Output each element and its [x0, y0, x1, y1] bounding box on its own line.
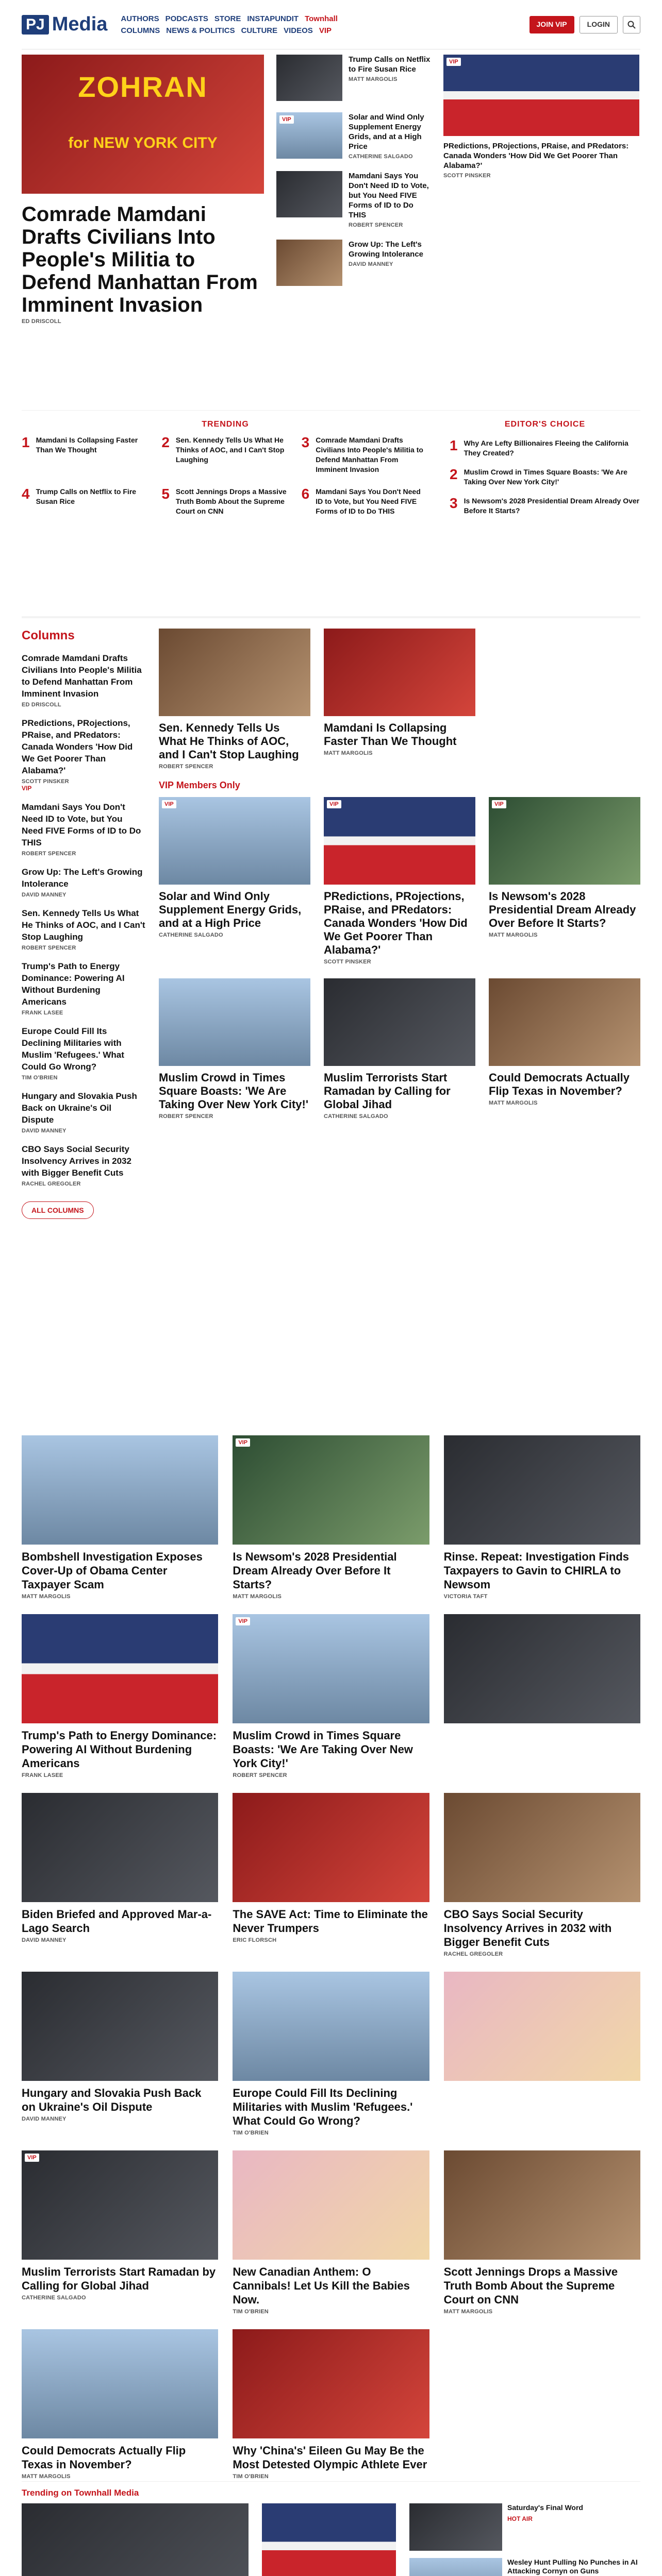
mini-author[interactable]: ROBERT SPENCER	[349, 222, 403, 228]
news-card-image[interactable]	[233, 1793, 429, 1902]
trending-section	[22, 410, 640, 616]
column-title[interactable]: Mamdani Says You Don't Need ID to Vote, but You Need FIVE Forms of ID to Do THIS	[22, 802, 141, 848]
trending-item[interactable]	[302, 487, 429, 516]
news-card-image[interactable]	[22, 1972, 218, 2081]
mini-title[interactable]: Mamdani Says You Don't Need ID to Vote, but You Need FIVE Forms of ID to Do THIS	[349, 172, 429, 219]
news-card[interactable]	[444, 2150, 640, 2315]
column-card-image[interactable]	[489, 978, 640, 1066]
news-card-title[interactable]: New Canadian Anthem: O Cannibals! Let Us Kill the Babies Now.	[233, 2265, 410, 2306]
news-card-title[interactable]: Trump's Path to Energy Dominance: Powering AI Without Burdening Americans	[22, 1729, 217, 1770]
column-item[interactable]	[22, 1090, 145, 1134]
news-card[interactable]	[233, 2329, 429, 2480]
nav-podcasts[interactable]: PODCASTS	[165, 14, 208, 23]
editors-item[interactable]	[450, 438, 640, 458]
nav-instapundit[interactable]: INSTAPUNDIT	[247, 14, 299, 23]
hero-story[interactable]	[22, 55, 264, 410]
news-card[interactable]	[444, 1435, 640, 1600]
news-card-image[interactable]	[444, 1435, 640, 1545]
column-card[interactable]	[159, 629, 310, 770]
news-card-image[interactable]	[22, 1435, 218, 1545]
news-card-image[interactable]	[22, 1793, 218, 1902]
column-card-author[interactable]: CATHERINE SALGADO	[324, 1113, 388, 1120]
trending-title[interactable]: Sen. Kennedy Tells Us What He Thinks of AOC, and I Can't Stop Laughing	[175, 436, 285, 464]
editors-title[interactable]: Muslim Crowd in Times Square Boasts: 'We Are Taking Over New York City!'	[464, 468, 627, 486]
news-grid	[22, 1430, 640, 2481]
editors-choice	[450, 420, 640, 616]
columns-heading: Columns	[22, 629, 75, 642]
trending-title[interactable]: Trump Calls on Netflix to Fire Susan Rice	[36, 487, 137, 505]
column-title[interactable]: Trump's Path to Energy Dominance: Powering AI Without Burdening Americans	[22, 961, 125, 1007]
news-card-author[interactable]: VICTORIA TAFT	[443, 1594, 488, 1600]
news-card-image[interactable]	[233, 2329, 429, 2438]
news-card-image[interactable]	[444, 1614, 640, 1723]
vip-card-title[interactable]: PRedictions, PRojections, PRaise, and PRedators: Canada Wonders 'How Did We Get Poorer Than Alabama?'	[324, 890, 468, 956]
editors-item[interactable]	[450, 467, 640, 487]
news-card-author[interactable]: DAVID MANNEY	[22, 2116, 67, 2122]
news-card-author[interactable]: TIM O'BRIEN	[233, 2473, 269, 2480]
trending-number: 6	[301, 486, 310, 502]
news-card[interactable]	[444, 1972, 640, 2136]
column-title[interactable]: PRedictions, PRojections, PRaise, and PRedators: Canada Wonders 'How Did We Get Poorer Than Alabama?'	[22, 718, 133, 775]
column-card-title[interactable]: Sen. Kennedy Tells Us What He Thinks of AOC, and I Can't Stop Laughing	[159, 721, 299, 761]
trending-number: 4	[22, 486, 30, 502]
vip-badge: VIP	[236, 1617, 250, 1625]
trending-number: 2	[161, 434, 170, 450]
nav-culture[interactable]: CULTURE	[241, 26, 278, 35]
vip-card[interactable]	[159, 797, 310, 965]
vip-members-heading: VIP Members Only	[159, 780, 240, 790]
trending-item[interactable]	[302, 435, 429, 474]
editors-number: 2	[450, 466, 458, 482]
news-card-author[interactable]: ROBERT SPENCER	[233, 1772, 287, 1778]
nav-videos[interactable]: VIDEOS	[284, 26, 313, 35]
news-card-author[interactable]: MATT MARGOLIS	[22, 1594, 71, 1600]
townhall-mid-image[interactable]	[262, 2503, 396, 2576]
mini-story[interactable]	[276, 55, 431, 101]
nav-townhall[interactable]: Townhall	[305, 14, 338, 23]
column-item[interactable]	[22, 717, 145, 792]
news-card-author[interactable]: CATHERINE SALGADO	[22, 2295, 86, 2301]
news-card[interactable]	[444, 1793, 640, 1957]
news-card-title[interactable]: Europe Could Fill Its Declining Militaries with Muslim 'Refugees.' What Could Go Wrong?	[233, 2087, 413, 2127]
vip-label: VIP	[22, 785, 32, 792]
editors-title[interactable]: Is Newsom's 2028 Presidential Dream Already Over Before It Starts?	[464, 497, 640, 515]
news-card[interactable]	[22, 1614, 218, 1778]
column-author[interactable]: SCOTT PINSKER	[22, 778, 69, 785]
column-card[interactable]	[159, 978, 310, 1120]
news-card[interactable]	[233, 1435, 429, 1600]
news-card-image[interactable]	[233, 1972, 429, 2081]
hero-title[interactable]: Comrade Mamdani Drafts Civilians Into People's Militia to Defend Manhattan From Imminent Invasion	[22, 203, 258, 316]
column-title[interactable]: Sen. Kennedy Tells Us What He Thinks of AOC, and I Can't Stop Laughing	[22, 908, 145, 942]
news-card-author[interactable]: FRANK LASEE	[22, 1772, 63, 1778]
trending-title[interactable]: Scott Jennings Drops a Massive Truth Bomb About the Supreme Court on CNN	[175, 487, 287, 515]
trending-number: 1	[22, 434, 30, 450]
news-card-title[interactable]: The SAVE Act: Time to Eliminate the Never Trumpers	[233, 1908, 428, 1935]
news-card-author[interactable]: DAVID MANNEY	[22, 1937, 67, 1943]
townhall-side-item[interactable]	[409, 2503, 640, 2551]
hero-card-title[interactable]: PRedictions, PRojections, PRaise, and PRedators: Canada Wonders 'How Did We Get Poorer Than Alabama?'	[443, 142, 629, 170]
column-author[interactable]: TIM O'BRIEN	[22, 1075, 58, 1081]
hero-mini-list	[276, 55, 431, 410]
column-card-author[interactable]: ROBERT SPENCER	[159, 764, 213, 770]
news-card-title[interactable]: Why 'China's' Eileen Gu May Be the Most Detested Olympic Athlete Ever	[233, 2444, 427, 2471]
news-card-author[interactable]: MATT MARGOLIS	[443, 2309, 493, 2315]
hero-card[interactable]	[443, 55, 639, 410]
search-button[interactable]	[623, 16, 640, 33]
news-card-title[interactable]: Muslim Crowd in Times Square Boasts: 'We Are Taking Over New York City!'	[233, 1729, 413, 1770]
trending-title[interactable]: Comrade Mamdani Drafts Civilians Into People's Militia to Defend Manhattan From Imminent Invasion	[316, 436, 423, 473]
column-item[interactable]	[22, 866, 145, 898]
editors-number: 1	[450, 437, 458, 453]
townhall-side-title[interactable]: Saturday's Final Word	[507, 2503, 583, 2512]
hero-image[interactable]	[22, 55, 264, 194]
trending-heading: TRENDING	[202, 420, 249, 429]
news-card[interactable]	[233, 1793, 429, 1957]
trending-item[interactable]	[22, 435, 149, 474]
column-author[interactable]: ROBERT SPENCER	[22, 851, 76, 857]
news-card-image[interactable]	[444, 1793, 640, 1902]
column-title[interactable]: Comrade Mamdani Drafts Civilians Into People's Militia to Defend Manhattan From Imminent Invasion	[22, 653, 142, 699]
column-card-title[interactable]: Mamdani Is Collapsing Faster Than We Thought	[324, 721, 457, 748]
column-title[interactable]: Hungary and Slovakia Push Back on Ukraine's Oil Dispute	[22, 1091, 137, 1125]
columns-list	[22, 629, 145, 1430]
townhall-side-title[interactable]: Wesley Hunt Pulling No Punches in AI Attacking Cornyn on Guns	[507, 2558, 638, 2575]
vip-badge: VIP	[446, 58, 461, 66]
column-card-author[interactable]: MATT MARGOLIS	[324, 750, 373, 756]
townhall-mid-column	[262, 2503, 396, 2576]
column-card-title[interactable]: Muslim Crowd in Times Square Boasts: 'We Are Taking Over New York City!'	[159, 1071, 309, 1111]
news-card-image[interactable]	[233, 1614, 429, 1723]
townhall-main-story[interactable]	[22, 2503, 249, 2576]
vip-card-author[interactable]: SCOTT PINSKER	[324, 959, 371, 965]
column-card-image[interactable]	[159, 978, 310, 1066]
news-card-title[interactable]: Hungary and Slovakia Push Back on Ukraine's Oil Dispute	[22, 2087, 202, 2113]
column-author[interactable]: RACHEL GREGOLER	[22, 1181, 81, 1187]
hero-section	[22, 49, 640, 410]
column-card-title[interactable]: Could Democrats Actually Flip Texas in November?	[489, 1071, 630, 1097]
all-columns-button[interactable]: ALL COLUMNS	[22, 1201, 94, 1219]
mini-image[interactable]	[276, 112, 342, 159]
news-card-image[interactable]	[444, 1972, 640, 2081]
trending-title[interactable]: Mamdani Says You Don't Need ID to Vote, but You Need FIVE Forms of ID to Do THIS	[316, 487, 421, 515]
nav-store[interactable]: STORE	[214, 14, 241, 23]
news-card[interactable]	[233, 2150, 429, 2315]
news-card-author[interactable]: TIM O'BRIEN	[233, 2309, 269, 2315]
vip-card-title[interactable]: Solar and Wind Only Supplement Energy Grids, and at a High Price	[159, 890, 302, 929]
vip-badge: VIP	[236, 1438, 250, 1447]
news-card-image[interactable]	[444, 2150, 640, 2260]
join-vip-button[interactable]: JOIN VIP	[529, 16, 574, 33]
trending-title[interactable]: Mamdani Is Collapsing Faster Than We Thought	[36, 436, 138, 454]
mini-author[interactable]: MATT MARGOLIS	[349, 76, 398, 82]
hero-image-subtext: for NEW YORK CITY	[68, 134, 218, 151]
news-card-title[interactable]: Could Democrats Actually Flip Texas in November?	[22, 2444, 186, 2471]
hero-card-author[interactable]: SCOTT PINSKER	[443, 173, 491, 179]
nav-columns[interactable]: COLUMNS	[121, 26, 160, 35]
search-icon	[627, 21, 636, 29]
news-card[interactable]	[444, 2329, 640, 2480]
mini-image[interactable]	[276, 171, 342, 217]
townhall-side-item[interactable]	[409, 2558, 640, 2576]
column-item[interactable]	[22, 960, 145, 1016]
logo-mark: PJ	[22, 15, 49, 35]
column-card-author[interactable]: ROBERT SPENCER	[159, 1113, 213, 1120]
trending-number: 5	[161, 486, 170, 502]
column-card-image[interactable]	[324, 629, 475, 716]
vip-badge: VIP	[492, 800, 506, 808]
news-card-author[interactable]: MATT MARGOLIS	[233, 1594, 282, 1600]
nav-vip[interactable]: VIP	[319, 26, 332, 35]
column-author[interactable]: DAVID MANNEY	[22, 892, 67, 898]
news-card[interactable]	[22, 1972, 218, 2136]
editors-number: 3	[450, 495, 458, 511]
mini-story[interactable]	[276, 112, 431, 160]
nav-news-politics[interactable]: NEWS & POLITICS	[166, 26, 235, 35]
mini-story[interactable]	[276, 240, 431, 286]
mini-title[interactable]: Grow Up: The Left's Growing Intolerance	[349, 240, 424, 259]
news-card[interactable]	[22, 1793, 218, 1957]
column-title[interactable]: CBO Says Social Security Insolvency Arrives in 2032 with Bigger Benefit Cuts	[22, 1144, 131, 1178]
hero-author[interactable]: ED DRISCOLL	[22, 318, 61, 325]
news-card-author[interactable]: MATT MARGOLIS	[22, 2473, 71, 2480]
column-card-image[interactable]	[324, 978, 475, 1066]
townhall-mid-story[interactable]	[262, 2503, 396, 2576]
trending-item[interactable]	[22, 487, 149, 516]
column-author[interactable]: ROBERT SPENCER	[22, 945, 76, 951]
site-header	[22, 0, 640, 49]
news-card-author[interactable]: TIM O'BRIEN	[233, 2130, 269, 2136]
hero-image-text: ZOHRAN	[78, 71, 208, 103]
news-card-author[interactable]: RACHEL GREGOLER	[443, 1951, 503, 1957]
column-author[interactable]: FRANK LASEE	[22, 1010, 63, 1016]
townhall-side-list	[409, 2503, 640, 2576]
column-card-author[interactable]: MATT MARGOLIS	[489, 1100, 538, 1106]
news-card[interactable]	[233, 1972, 429, 2136]
trending-item[interactable]	[161, 435, 289, 474]
news-card-image[interactable]	[22, 2329, 218, 2438]
news-card[interactable]	[444, 1614, 640, 1778]
column-item[interactable]	[22, 801, 145, 857]
trending-number: 3	[301, 434, 310, 450]
vip-card-image[interactable]	[489, 797, 640, 885]
news-card-title[interactable]: Bombshell Investigation Exposes Cover-Up of Obama Center Taxpayer Scam	[22, 1550, 203, 1591]
news-card-title[interactable]: Rinse. Repeat: Investigation Finds Taxpayers to Gavin to CHIRLA to Newsom	[443, 1550, 630, 1591]
vip-card-image[interactable]	[159, 797, 310, 885]
mini-title[interactable]: Solar and Wind Only Supplement Energy Grids, and at a High Price	[349, 113, 424, 151]
news-card-title[interactable]: Biden Briefed and Approved Mar-a-Lago Search	[22, 1908, 212, 1935]
editors-heading: EDITOR'S CHOICE	[504, 420, 586, 429]
vip-card-image[interactable]	[324, 797, 475, 885]
column-item[interactable]	[22, 1025, 145, 1081]
column-item[interactable]	[22, 652, 145, 708]
mini-image[interactable]	[276, 55, 342, 101]
hero-card-image[interactable]	[443, 55, 639, 136]
vip-card[interactable]	[324, 797, 475, 965]
vip-badge: VIP	[162, 800, 176, 808]
mini-image[interactable]	[276, 240, 342, 286]
townhall-side-image[interactable]	[409, 2503, 502, 2551]
login-button[interactable]: LOGIN	[580, 16, 618, 33]
townhall-side-image[interactable]	[409, 2558, 502, 2576]
news-card[interactable]	[22, 2329, 218, 2480]
column-author[interactable]: DAVID MANNEY	[22, 1128, 67, 1134]
mini-author[interactable]: CATHERINE SALGADO	[349, 154, 413, 160]
news-card-title[interactable]: Muslim Terrorists Start Ramadan by Calling for Global Jihad	[22, 2265, 216, 2292]
vip-card-author[interactable]: MATT MARGOLIS	[489, 932, 538, 938]
news-card-image[interactable]	[233, 1435, 429, 1545]
editors-title[interactable]: Why Are Lefty Billionaires Fleeing the California They Created?	[464, 439, 628, 457]
news-card-image[interactable]	[233, 2150, 429, 2260]
townhall-main-image[interactable]	[22, 2503, 249, 2576]
column-title[interactable]: Europe Could Fill Its Declining Militaries with Muslim 'Refugees.' What Could Go Wrong?	[22, 1026, 124, 1072]
news-card-image[interactable]	[22, 1614, 218, 1723]
main-nav	[121, 14, 338, 35]
vip-badge: VIP	[327, 800, 341, 808]
trending-item[interactable]	[161, 487, 289, 516]
columns-grid	[159, 629, 640, 1430]
vip-card[interactable]	[489, 797, 640, 965]
logo-word: Media	[52, 13, 108, 35]
column-item[interactable]	[22, 1143, 145, 1187]
column-card[interactable]	[324, 629, 475, 770]
news-card[interactable]	[233, 1614, 429, 1778]
vip-card-author[interactable]: CATHERINE SALGADO	[159, 932, 223, 938]
column-card[interactable]	[489, 978, 640, 1120]
column-card-title[interactable]: Muslim Terrorists Start Ramadan by Calling for Global Jihad	[324, 1071, 451, 1111]
vip-card-title[interactable]: Is Newsom's 2028 Presidential Dream Already Over Before It Starts?	[489, 890, 636, 929]
mini-author[interactable]: DAVID MANNEY	[349, 261, 393, 267]
news-card-title[interactable]: Scott Jennings Drops a Massive Truth Bomb About the Supreme Court on CNN	[443, 2265, 618, 2306]
news-card-author[interactable]: ERIC FLORSCH	[233, 1937, 277, 1943]
vip-badge: VIP	[279, 115, 294, 124]
news-card[interactable]	[22, 1435, 218, 1600]
column-author[interactable]: ED DRISCOLL	[22, 702, 61, 708]
editors-item[interactable]	[450, 496, 640, 516]
townhall-section	[22, 2481, 640, 2576]
news-card-title[interactable]: Is Newsom's 2028 Presidential Dream Already Over Before It Starts?	[233, 1550, 397, 1591]
news-card-title[interactable]: CBO Says Social Security Insolvency Arrives in 2032 with Bigger Benefit Cuts	[443, 1908, 612, 1948]
mini-story[interactable]	[276, 171, 431, 228]
vip-badge: VIP	[25, 2154, 39, 2162]
column-card[interactable]	[324, 978, 475, 1120]
columns-section	[22, 616, 640, 1430]
column-title[interactable]: Grow Up: The Left's Growing Intolerance	[22, 867, 143, 889]
column-card-image[interactable]	[159, 629, 310, 716]
news-card[interactable]	[22, 2150, 218, 2315]
news-card-image[interactable]	[22, 2150, 218, 2260]
nav-authors[interactable]: AUTHORS	[121, 14, 159, 23]
site-logo[interactable]	[22, 13, 107, 36]
column-item[interactable]	[22, 907, 145, 951]
trending-list	[22, 420, 429, 616]
townhall-side-brand: HOT AIR	[507, 2515, 533, 2522]
townhall-heading: Trending on Townhall Media	[22, 2488, 139, 2498]
mini-title[interactable]: Trump Calls on Netflix to Fire Susan Rice	[349, 55, 431, 74]
